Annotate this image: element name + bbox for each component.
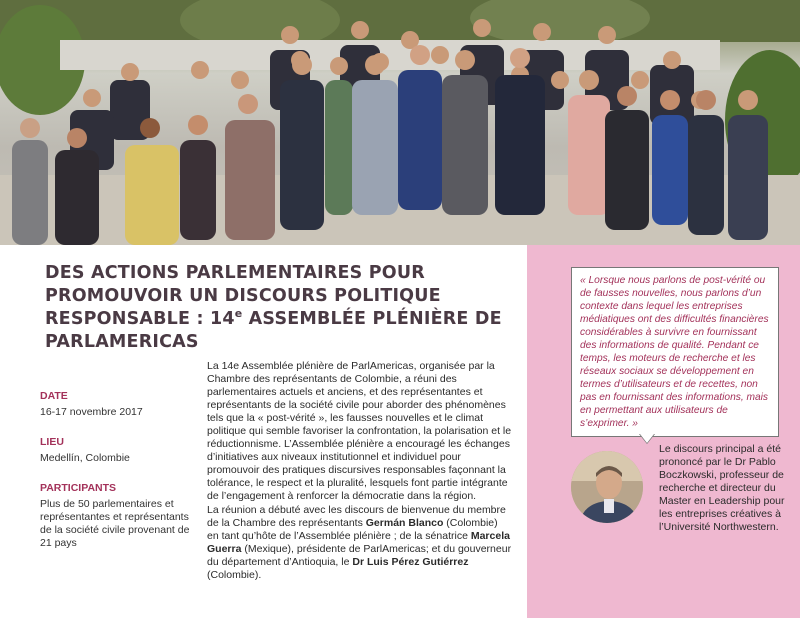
body-paragraph-1: La 14e Assemblée plénière de ParlAmericas, organisée par la Chambre des représentants de Colombie, a réuni des parlementaires actuels et anciens, et des représentantes et représentants de la société civile pour aborder des phénomènes tels que la « post-vérité », les fausses nouvelles et le climat politique qui semble favoriser la confrontation, la polarisation et le réductionnisme. L’Assemblée plénière a encouragé les échanges d’initiatives aux niveaux institutionnel et individuel pour promouvoir des pratiques discursives responsables façonnant la tolérance, le respect et la pluralité, lesquels font partie intégrante de l’engagement à renforcer la démocratie dans la région. bbox=[207, 360, 512, 502]
name-marcela-guerra: Marcela Guerra bbox=[207, 530, 510, 555]
body-p2-text-c: (Colombie) en tant qu’hôte de l’Assemblée plénière ; de la sénatrice bbox=[207, 517, 498, 542]
group-photo bbox=[0, 0, 800, 245]
quote-text-2: non pas en fournissant des informations, mais en permettant aux utilisateurs de s’exprimer. bbox=[580, 379, 768, 429]
group-photo-image bbox=[0, 0, 800, 245]
speaker-portrait bbox=[571, 451, 643, 523]
speaker-caption: Le discours principal a été prononcé par le Dr Pablo Boczkowski, professeur de recherche et directeur du Master en Leadership pour les entreprises créatives à l’Université Northwestern. bbox=[659, 443, 785, 533]
body-paragraph-2 bbox=[207, 504, 512, 582]
quote-text-3: » bbox=[629, 418, 638, 429]
body-p2-text-g: (Colombie). bbox=[207, 569, 262, 581]
article-title bbox=[45, 262, 515, 354]
date-block bbox=[40, 390, 195, 419]
place-value: Medellín, Colombie bbox=[40, 452, 130, 464]
body-p2-text-a: La réunion a débuté avec les discours de bienvenue du membre de la Chambre des représentants bbox=[207, 504, 506, 529]
name-luis-perez-gutierrez: Dr Luis Pérez Gutiérrez bbox=[352, 556, 469, 568]
date-label: DATE bbox=[40, 390, 68, 402]
title-line-4: PARLAMERICAS bbox=[45, 332, 199, 352]
speaker-photo bbox=[571, 451, 643, 523]
name-german-blanco: Germán Blanco bbox=[365, 517, 444, 529]
quote-box bbox=[571, 267, 779, 437]
participants-value: Plus de 50 parlementaires et représentantes et représentants de la société civile provenant de 21 pays bbox=[40, 498, 190, 549]
title-line-2: PROMOUVOIR UN DISCOURS POLITIQUE bbox=[45, 286, 441, 306]
title-line-3-end: ASSEMBLÉE PLÉNIÈRE DE bbox=[242, 309, 502, 329]
title-line-1: DES ACTIONS PARLEMENTAIRES POUR bbox=[45, 263, 425, 283]
quote-text-1: « Lorsque nous parlons de post-vérité ou de fausses nouvelles, nous parlons d’un contexte dans lequel les entreprises médiatiques ont des difficultés financières considérables à survivre en fournissant des informations de qualité. Pendant ce temps, les moteurs de recherche et les réseaux sociaux se développement en termes d’utilisateurs et de recettes, bbox=[580, 275, 769, 390]
body-p2-text-e: (Mexique), présidente de ParlAmericas; et du gouverneur du département d’Antioquia, le bbox=[207, 543, 512, 568]
title-line-3-start: RESPONSABLE : 14 bbox=[45, 309, 235, 329]
place-label: LIEU bbox=[40, 436, 64, 448]
participants-label: PARTICIPANTS bbox=[40, 482, 117, 494]
place-block bbox=[40, 436, 195, 465]
quote-tail bbox=[640, 434, 654, 443]
article-body bbox=[207, 360, 512, 583]
date-value: 16-17 novembre 2017 bbox=[40, 406, 143, 418]
event-meta bbox=[40, 390, 195, 567]
title-ordinal-suffix: e bbox=[234, 307, 243, 320]
participants-block bbox=[40, 482, 195, 550]
